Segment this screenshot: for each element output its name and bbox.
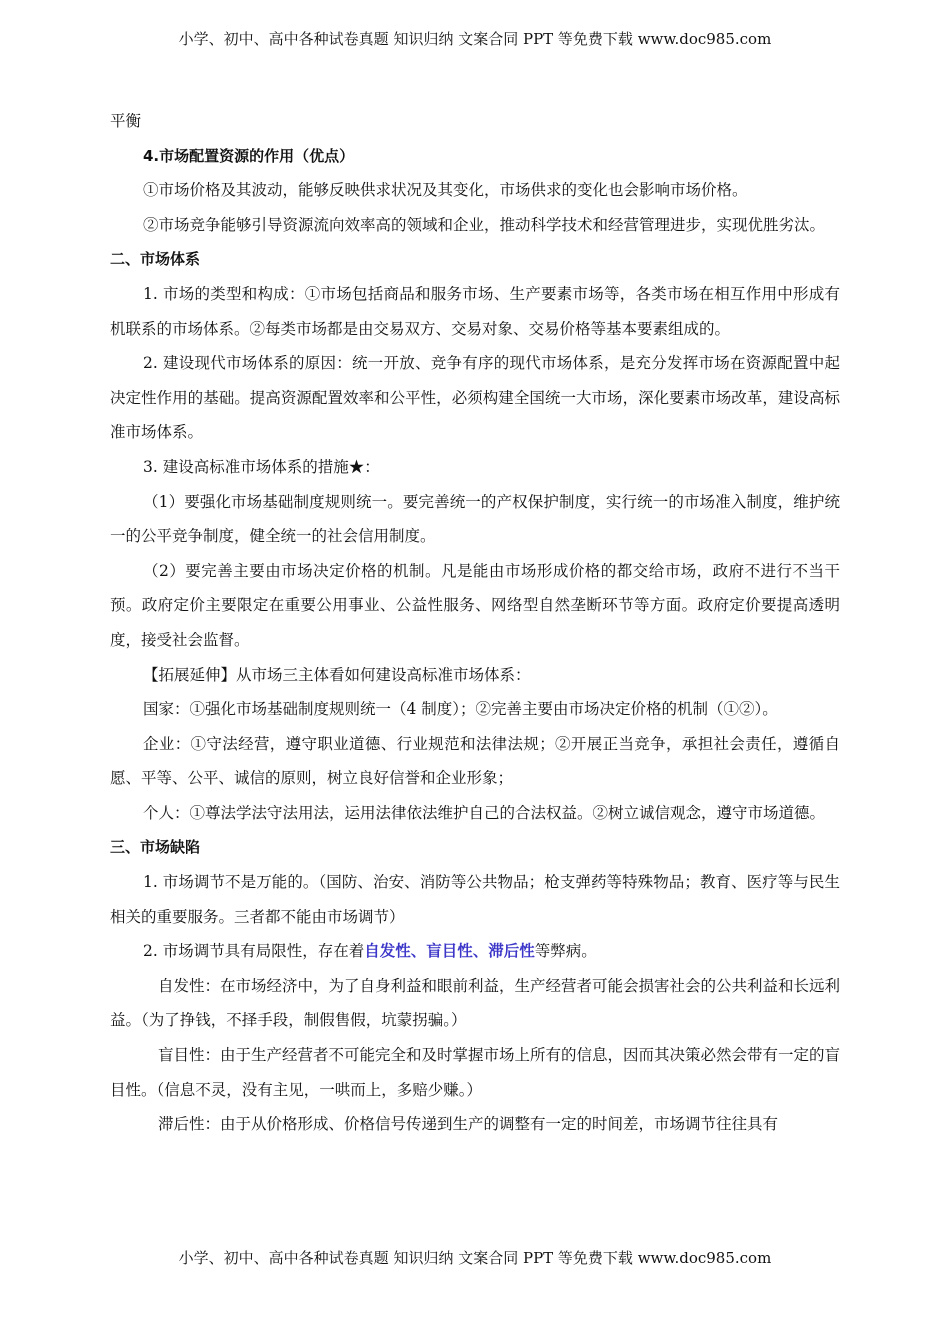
paragraph: 平衡	[110, 112, 142, 130]
paragraph: 1. 市场调节不是万能的。（国防、治安、消防等公共物品；枪支弹药等特殊物品；教育、医疗等与民生相关的重要服务。三者都不能由市场调节）	[110, 873, 840, 926]
document-body	[110, 104, 840, 1142]
paragraph: 自发性：在市场经济中，为了自身利益和眼前利益，生产经营者可能会损害社会的公共利益和长远利益。（为了挣钱，不择手段，制假售假，坑蒙拐骗。）	[110, 976, 841, 1030]
paragraph: 企业：①守法经营，遵守职业道德、行业规范和法律法规；②开展正当竞争，承担社会责任，遵循自愿、平等、公平、诚信的原则，树立良好信誉和企业形象；	[110, 734, 840, 788]
paragraph: 1. 市场的类型和构成：①市场包括商品和服务市场、生产要素市场等，各类市场在相互作用中形成有机联系的市场体系。②每类市场都是由交易双方、交易对象、交易价格等基本要素组成的。	[110, 284, 840, 338]
highlighted-terms: 自发性、盲目性、滞后性	[364, 942, 535, 961]
paragraph: 2. 建设现代市场体系的原因：统一开放、竞争有序的现代市场体系，是充分发挥市场在资源配置中起决定性作用的基础。提高资源配置效率和公平性，必须构建全国统一大市场，深化要素市场改革，建设高标准市场体系。	[110, 354, 840, 442]
text-run: 2. 市场调节具有局限性，存在着	[143, 942, 365, 961]
paragraph: 盲目性：由于生产经营者不可能完全和及时掌握市场上所有的信息，因而其决策必然会带有一定的盲目性。（信息不灵，没有主见，一哄而上，多赔少赚。）	[110, 1046, 841, 1099]
paragraph: （1）要强化市场基础制度规则统一。要完善统一的产权保护制度，实行统一的市场准入制度，维护统一的公平竞争制度，健全统一的社会信用制度。	[110, 492, 840, 546]
subsection-heading: 4.市场配置资源的作用（优点）	[143, 146, 355, 165]
section-heading: 三、市场缺陷	[110, 838, 201, 857]
page-footer: 小学、初中、高中各种试卷真题 知识归纳 文案合同 PPT 等免费下载 www.doc985.com	[178, 1249, 772, 1267]
paragraph: ①市场价格及其波动，能够反映供求状况及其变化，市场供求的变化也会影响市场价格。	[143, 181, 748, 200]
section-heading: 二、市场体系	[110, 250, 201, 269]
paragraph: 个人：①尊法学法守法用法，运用法律依法维护自己的合法权益。②树立诚信观念，遵守市场道德。	[143, 803, 826, 822]
paragraph: 国家：①强化市场基础制度规则统一（4 制度）；②完善主要由市场决定价格的机制（①②）。	[143, 700, 778, 719]
paragraph: ②市场竞争能够引导资源流向效率高的领域和企业，推动科学技术和经营管理进步，实现优胜劣汰。	[143, 215, 826, 234]
paragraph: 滞后性：由于从价格形成、价格信号传递到生产的调整有一定的时间差，市场调节往往具有	[158, 1115, 779, 1134]
paragraph: （2）要完善主要由市场决定价格的机制。凡是能由市场形成价格的都交给市场，政府不进行不当干预。政府定价主要限定在重要公用事业、公益性服务、网络型自然垄断环节等方面。政府定价要提高透明度，接受社会监督。	[110, 561, 840, 649]
paragraph	[110, 934, 840, 969]
paragraph: 【拓展延伸】从市场三主体看如何建设高标准市场体系：	[143, 665, 531, 684]
text-run: 等弊病。	[534, 942, 597, 961]
page-header: 小学、初中、高中各种试卷真题 知识归纳 文案合同 PPT 等免费下载 www.doc985.com	[178, 30, 772, 48]
paragraph: 3. 建设高标准市场体系的措施★：	[143, 457, 380, 476]
